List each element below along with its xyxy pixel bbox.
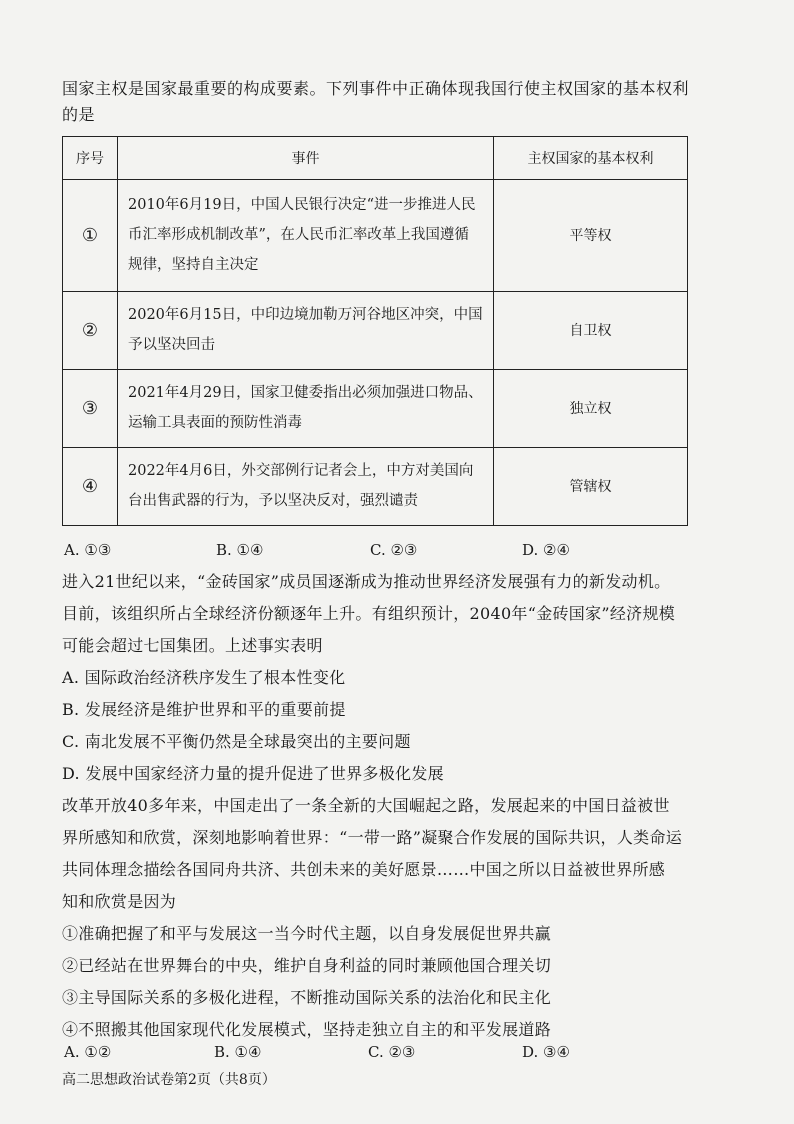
header-event: 事件 bbox=[118, 137, 494, 180]
row-event: 2010年6月19日，中国人民银行决定“进一步推进人民币汇率形成机制改革”，在人民币汇率改革上我国遵循规律，坚持自主决定 bbox=[118, 180, 494, 292]
question-2-stem-line: 进入21世纪以来，“金砖国家”成员国逐渐成为推动世界经济发展强有力的新发动机。 bbox=[62, 572, 671, 591]
option-d[interactable]: D. 发展中国家经济力量的提升促进了世界多极化发展 bbox=[62, 764, 444, 783]
table-header-row bbox=[63, 137, 688, 180]
option-a[interactable]: A. 国际政治经济秩序发生了根本性变化 bbox=[62, 668, 346, 687]
table-row bbox=[63, 180, 688, 292]
row-right: 自卫权 bbox=[494, 291, 688, 369]
option-a[interactable]: A. ①② bbox=[64, 1043, 112, 1061]
question-2-stem-line: 可能会超过七国集团。上述事实表明 bbox=[62, 636, 323, 655]
row-number: ① bbox=[63, 180, 118, 292]
table-row bbox=[63, 447, 688, 525]
statement-item: ④不照搬其他国家现代化发展模式，坚持走独立自主的和平发展道路 bbox=[62, 1020, 552, 1039]
option-d[interactable]: D. ②④ bbox=[522, 541, 570, 559]
row-number: ② bbox=[63, 291, 118, 369]
option-b[interactable]: B. ①④ bbox=[216, 541, 264, 559]
option-b[interactable]: B. ①④ bbox=[214, 1043, 262, 1061]
page-footer: 高二思想政治试卷第2页（共8页） bbox=[62, 1072, 276, 1088]
question-1-options bbox=[64, 538, 684, 562]
row-number: ④ bbox=[63, 447, 118, 525]
option-b[interactable]: B. 发展经济是维护世界和平的重要前提 bbox=[62, 700, 346, 719]
row-right: 独立权 bbox=[494, 369, 688, 447]
header-number: 序号 bbox=[63, 137, 118, 180]
option-c[interactable]: C. 南北发展不平衡仍然是全球最突出的主要问题 bbox=[62, 732, 411, 751]
row-event: 2021年4月29日，国家卫健委指出必须加强进口物品、运输工具表面的预防性消毒 bbox=[118, 369, 494, 447]
option-c[interactable]: C. ②③ bbox=[368, 1043, 416, 1061]
statement-item: ②已经站在世界舞台的中央，维护自身利益的同时兼顾他国合理关切 bbox=[62, 956, 552, 975]
row-event: 2022年4月6日，外交部例行记者会上，中方对美国向台出售武器的行为，予以坚决反对，强烈谴责 bbox=[118, 447, 494, 525]
statement-item: ①准确把握了和平与发展这一当今时代主题，以自身发展促世界共赢 bbox=[62, 924, 552, 943]
question-3-stem-line: 知和欣赏是因为 bbox=[62, 892, 177, 911]
table-row bbox=[63, 291, 688, 369]
header-right: 主权国家的基本权利 bbox=[494, 137, 688, 180]
question-3-stem-line: 改革开放40多年来，中国走出了一条全新的大国崛起之路，发展起来的中国日益被世 bbox=[62, 796, 670, 815]
question-3-stem-line: 界所感知和欣赏，深刻地影响着世界：“一带一路”凝聚合作发展的国际共识，人类命运 bbox=[62, 828, 683, 847]
row-right: 平等权 bbox=[494, 180, 688, 292]
table-row bbox=[63, 369, 688, 447]
statement-item: ③主导国际关系的多极化进程，不断推动国际关系的法治化和民主化 bbox=[62, 988, 552, 1007]
row-right: 管辖权 bbox=[494, 447, 688, 525]
question-2 bbox=[62, 566, 722, 790]
sovereignty-events-table bbox=[62, 136, 688, 526]
question-1-stem: 国家主权是国家最重要的构成要素。下列事件中正确体现我国行使主权国家的基本权利的是 bbox=[62, 79, 690, 124]
option-c[interactable]: C. ②③ bbox=[370, 541, 418, 559]
question-2-stem-line: 目前，该组织所占全球经济份额逐年上升。有组织预计，2040年“金砖国家”经济规模 bbox=[62, 604, 676, 623]
option-a[interactable]: A. ①③ bbox=[64, 541, 112, 559]
row-number: ③ bbox=[63, 369, 118, 447]
row-event: 2020年6月15日，中印边境加勒万河谷地区冲突，中国予以坚决回击 bbox=[118, 291, 494, 369]
question-3-stem-line: 共同体理念描绘各国同舟共济、共创未来的美好愿景……中国之所以日益被世界所感 bbox=[62, 860, 666, 879]
question-3-options bbox=[64, 1040, 684, 1064]
option-d[interactable]: D. ③④ bbox=[522, 1043, 570, 1061]
question-3 bbox=[62, 790, 722, 1046]
